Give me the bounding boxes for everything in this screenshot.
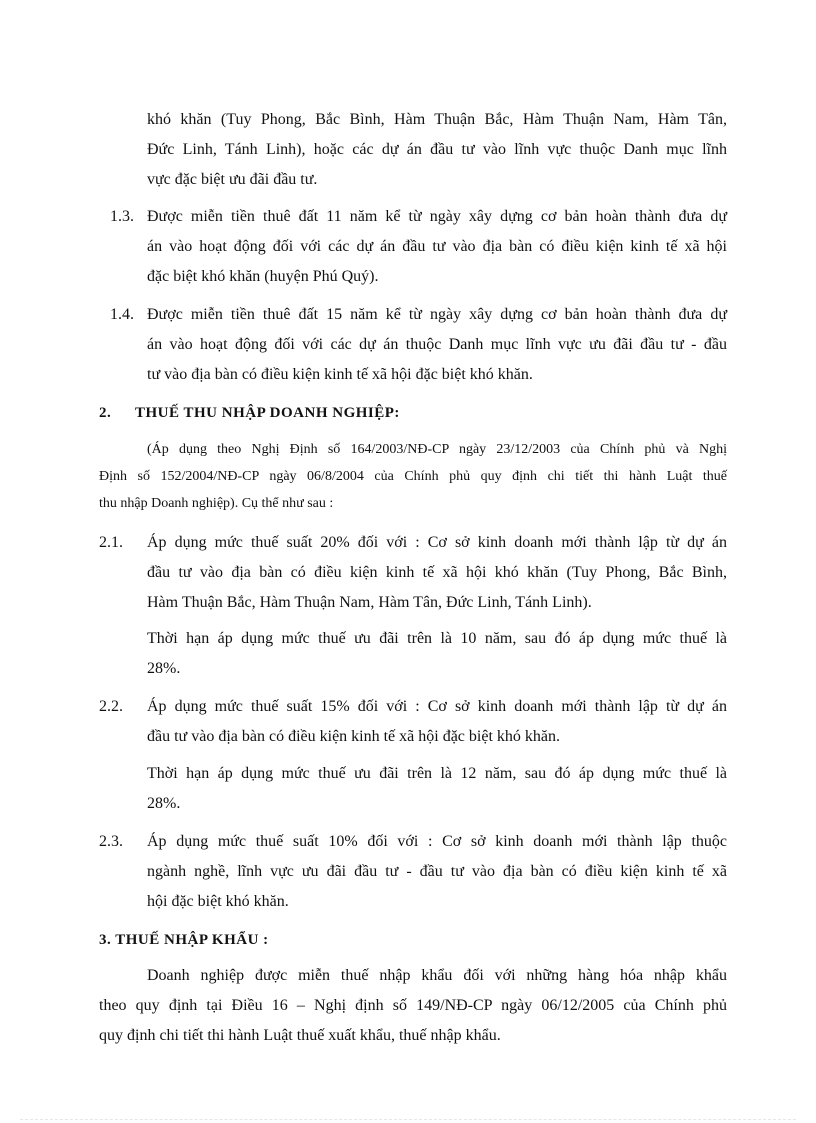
item-number: 1.4. xyxy=(110,306,134,323)
text-line: theo quy định tại Điều 16 – Nghị định số 149/NĐ-CP ngày 06/12/2005 của Chính phủ xyxy=(99,997,727,1014)
text-line: khó khăn (Tuy Phong, Bắc Bình, Hàm Thuận Bắc, Hàm Thuận Nam, Hàm Tân, xyxy=(147,111,727,128)
section-title: THUẾ THU NHẬP DOANH NGHIỆP: xyxy=(135,405,400,421)
text-line: Doanh nghiệp được miễn thuế nhập khẩu đối với những hàng hóa nhập khẩu xyxy=(147,967,727,984)
note-line: Thời hạn áp dụng mức thuế ưu đãi trên là 10 năm, sau đó áp dụng mức thuế là xyxy=(147,630,727,647)
section-title: 3. THUẾ NHẬP KHẨU : xyxy=(99,932,269,948)
text-line: án vào hoạt động đối với các dự án đầu tư vào địa bàn có điều kiện kinh tế xã hội xyxy=(147,238,727,255)
text-line: đầu tư vào địa bàn có điều kiện kinh tế xã hội khó khăn (Tuy Phong, Bắc Bình, xyxy=(147,564,727,581)
note-line: 28%. xyxy=(147,795,181,812)
item-number: 2.1. xyxy=(99,534,123,551)
text-line: Được miễn tiền thuê đất 11 năm kể từ ngày xây dựng cơ bản hoàn thành đưa dự xyxy=(147,208,727,225)
text-line: vực đặc biệt ưu đãi đầu tư. xyxy=(147,171,318,188)
item-number: 2.2. xyxy=(99,698,123,715)
text-line: đầu tư vào địa bàn có điều kiện kinh tế xã hội đặc biệt khó khăn. xyxy=(147,728,560,745)
text-line: Định số 152/2004/NĐ-CP ngày 06/8/2004 của Chính phủ quy định chi tiết thi hành Luật thuế xyxy=(99,469,727,484)
text-line: quy định chi tiết thi hành Luật thuế xuất khẩu, thuế nhập khẩu. xyxy=(99,1027,501,1044)
page-edge-divider xyxy=(20,1119,796,1120)
item-number: 2.3. xyxy=(99,833,123,850)
text-line: án vào hoạt động đối với các dự án thuộc Danh mục lĩnh vực ưu đãi đầu tư - đầu xyxy=(147,336,727,353)
text-line: đặc biệt khó khăn (huyện Phú Quý). xyxy=(147,268,379,285)
text-line: ngành nghề, lĩnh vực ưu đãi đầu tư - đầu tư vào địa bàn có điều kiện kinh tế xã xyxy=(147,863,727,880)
text-line: Được miễn tiền thuê đất 15 năm kể từ ngày xây dựng cơ bản hoàn thành đưa dự xyxy=(147,306,727,323)
text-line: tư vào địa bàn có điều kiện kinh tế xã hội đặc biệt khó khăn. xyxy=(147,366,533,383)
text-line: thu nhập Doanh nghiệp). Cụ thể như sau : xyxy=(99,496,334,511)
text-line: hội đặc biệt khó khăn. xyxy=(147,893,289,910)
note-line: 28%. xyxy=(147,660,181,677)
text-line: Áp dụng mức thuế suất 15% đối với : Cơ sở kinh doanh mới thành lập từ dự án xyxy=(147,698,727,715)
item-number: 1.3. xyxy=(110,208,134,225)
text-line: (Áp dụng theo Nghị Định số 164/2003/NĐ-CP ngày 23/12/2003 của Chính phủ và Nghị xyxy=(147,442,727,457)
section-number: 2. xyxy=(99,405,112,421)
text-line: Hàm Thuận Bắc, Hàm Thuận Nam, Hàm Tân, Đức Linh, Tánh Linh). xyxy=(147,594,592,611)
text-line: Áp dụng mức thuế suất 20% đối với : Cơ sở kinh doanh mới thành lập từ dự án xyxy=(147,534,727,551)
text-line: Đức Linh, Tánh Linh), hoặc các dự án đầu tư vào lĩnh vực thuộc Danh mục lĩnh xyxy=(147,141,727,158)
text-line: Áp dụng mức thuế suất 10% đối với : Cơ sở kinh doanh mới thành lập thuộc xyxy=(147,833,727,850)
note-line: Thời hạn áp dụng mức thuế ưu đãi trên là 12 năm, sau đó áp dụng mức thuế là xyxy=(147,765,727,782)
